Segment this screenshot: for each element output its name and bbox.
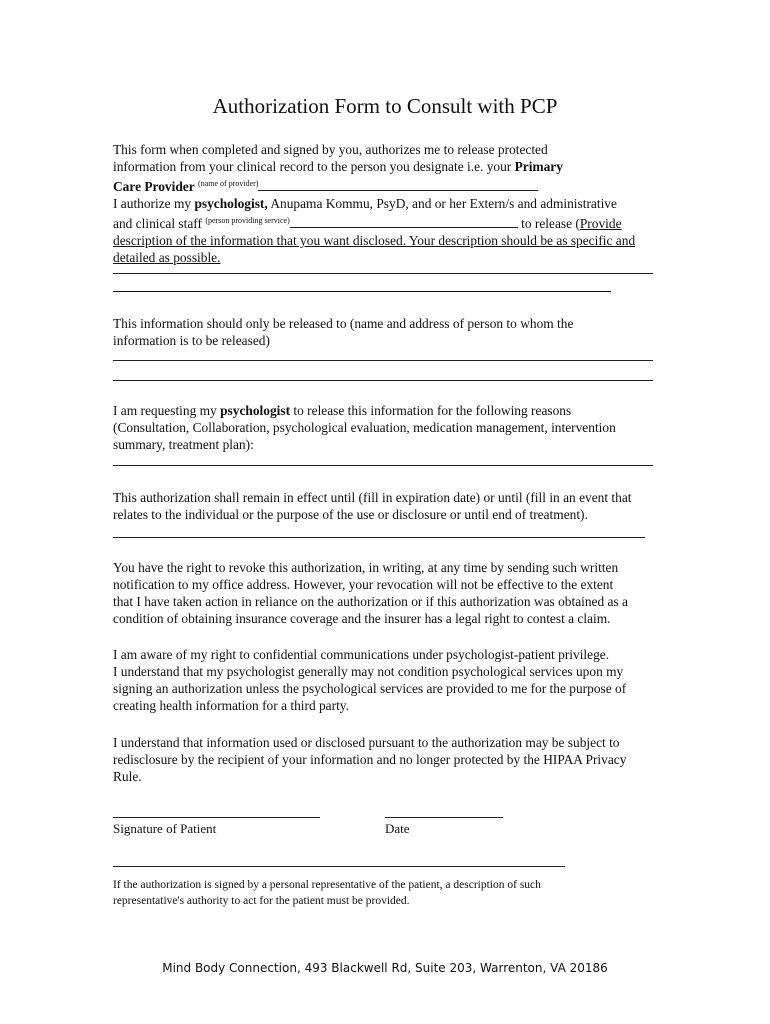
footer-address: Mind Body Connection, 493 Blackwell Rd, Suite 203, Warrenton, VA 20186 [162, 961, 608, 975]
psychologist-bold: psychologist [220, 403, 291, 418]
revoke-line: condition of obtaining insurance coverage and the insurer has a legal right to contest a claim. [113, 611, 611, 626]
release-to-line: This information should only be released to (name and address of person to whom the [113, 316, 574, 331]
reasons-text: I am requesting my [113, 403, 221, 418]
page-title: Authorization Form to Consult with PCP [212, 94, 558, 118]
provide-underlined: Provide [579, 216, 622, 231]
release-to-line: information is to be released) [113, 333, 270, 348]
redisclosure-line: redisclosure by the recipient of your information and no longer protected by the HIPAA Privacy [113, 752, 627, 767]
service-provider-field[interactable] [290, 215, 518, 228]
revoke-line: that I have taken action in reliance on the authorization or if this authorization was obtained as a [113, 594, 628, 609]
reasons-text: to release this information for the following reasons [290, 403, 572, 418]
privilege-paragraph [113, 646, 661, 714]
expiration-paragraph [113, 489, 661, 523]
privilege-line: signing an authorization unless the psychological services are provided to me for the purpose of [113, 681, 627, 696]
representative-paragraph [113, 877, 661, 909]
privilege-line: I am aware of my right to confidential communications under psychologist-patient privilege. [113, 647, 610, 662]
description-line-1[interactable] [113, 273, 653, 274]
intro-text: information from your clinical record to the person you designate i.e. your [113, 159, 515, 174]
intro-line [113, 195, 661, 212]
recipient-line-2[interactable] [113, 380, 653, 381]
intro-text: and clinical staff [113, 216, 206, 231]
release-to-paragraph [113, 315, 661, 349]
expiration-line: relates to the individual or the purpose of the use or disclosure or until end of treatment). [113, 507, 588, 522]
patient-signature-field[interactable] [113, 817, 320, 818]
intro-text: to release ( [517, 216, 580, 231]
redisclosure-paragraph [113, 734, 661, 785]
revoke-line: notification to my office address. However, your revocation will not be effective to the extent [113, 577, 614, 592]
description-line-2[interactable] [113, 291, 611, 292]
intro-line: detailed as possible. [113, 250, 221, 265]
primary-bold: Primary [514, 159, 563, 174]
representative-line: If the authorization is signed by a personal representative of the patient, a description of such [113, 879, 541, 891]
intro-paragraph [113, 141, 661, 266]
privilege-line: I understand that my psychologist generally may not condition psychological services upon my [113, 664, 624, 679]
intro-text: Anupama Kommu, PsyD, and or her Extern/s and administrative [267, 196, 617, 211]
redisclosure-line: I understand that information used or disclosed pursuant to the authorization may be subject to [113, 735, 620, 750]
revoke-line: You have the right to revoke this authorization, in writing, at any time by sending such written [113, 560, 619, 575]
representative-line: representative's authority to act for the patient must be provided. [113, 895, 410, 907]
reasons-line: (Consultation, Collaboration, psychological evaluation, medication management, intervention [113, 420, 616, 435]
privilege-line: creating health information for a third party. [113, 698, 349, 713]
intro-line: This form when completed and signed by you, authorizes me to release protected [113, 142, 548, 157]
recipient-line-1[interactable] [113, 360, 653, 361]
redisclosure-line: Rule. [113, 769, 142, 784]
expiration-line: This authorization shall remain in effect until (fill in expiration date) or until (fill in an event that [113, 490, 632, 505]
date-label: Date [385, 821, 410, 836]
date-field[interactable] [385, 817, 503, 818]
reasons-line-field[interactable] [113, 465, 653, 466]
care-provider-bold: Care Provider [113, 179, 195, 194]
revoke-paragraph [113, 559, 661, 627]
expiration-line-field[interactable] [113, 537, 645, 538]
intro-line [113, 175, 661, 195]
signature-label: Signature of Patient [113, 821, 217, 836]
intro-line [113, 212, 661, 232]
reasons-line [113, 402, 661, 419]
psychologist-bold: psychologist, [194, 196, 268, 211]
provider-name-field[interactable] [258, 178, 538, 191]
representative-line-field[interactable] [113, 866, 565, 867]
intro-line: description of the information that you want disclosed. Your description should be as specific and [113, 233, 636, 248]
intro-line [113, 158, 661, 175]
reasons-line: summary, treatment plan): [113, 437, 254, 452]
provider-name-hint: (name of provider) [198, 179, 259, 188]
reasons-paragraph [113, 402, 661, 453]
intro-text: I authorize my [113, 196, 195, 211]
service-provider-hint: (person providing service) [205, 216, 290, 225]
